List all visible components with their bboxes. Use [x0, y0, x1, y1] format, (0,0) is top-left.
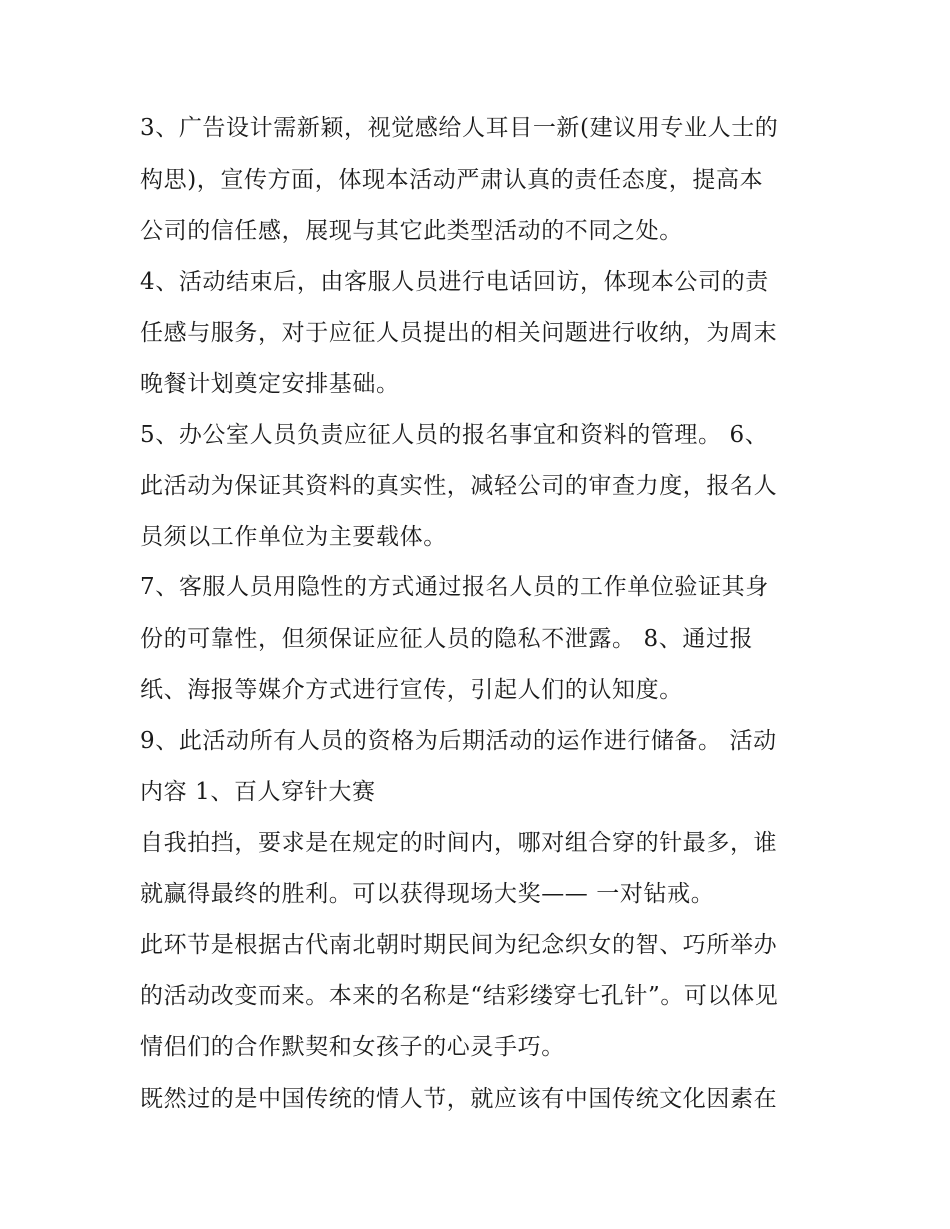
text-line: 5、办公室人员负责应征人员的报名事宜和资料的管理。 6、 [140, 422, 769, 448]
text-line: 份的可靠性，但须保证应征人员的隐私不泄露。 8、通过报 [140, 626, 754, 652]
text-line: 情侣们的合作默契和女孩子的心灵手巧。 [140, 1034, 565, 1060]
text-line: 7、客服人员用隐性的方式通过报名人员的工作单位验证其身 [140, 574, 769, 600]
text-line: 就赢得最终的胜利。可以获得现场大奖—— 一对钻戒。 [140, 881, 715, 907]
text-line: 内容 1、百人穿针大赛 [140, 779, 376, 805]
text-line: 任感与服务，对于应征人员提出的相关问题进行收纳，为周末 [140, 320, 778, 346]
text-line: 构思)，宣传方面，体现本活动严肃认真的责任态度，提高本 [140, 167, 764, 193]
text-line: 自我拍挡，要求是在规定的时间内，哪对组合穿的针最多，谁 [140, 830, 778, 856]
text-line: 公司的信任感，展现与其它此类型活动的不同之处。 [140, 218, 683, 244]
text-line: 4、活动结束后，由客服人员进行电话回访，体现本公司的责 [140, 269, 769, 295]
text-line: 纸、海报等媒介方式进行宣传，引起人们的认知度。 [140, 677, 683, 703]
text-line: 3、广告设计需新颖，视觉感给人耳目一新(建议用专业人士的 [140, 115, 779, 141]
text-line: 此环节是根据古代南北朝时期民间为纪念织女的智、巧所举办 [140, 932, 778, 958]
text-line: 的活动改变而来。本来的名称是“结彩缕穿七孔针”。可以体见 [140, 983, 779, 1009]
text-line: 既然过的是中国传统的情人节，就应该有中国传统文化因素在 [140, 1086, 778, 1112]
text-line: 此活动为保证其资料的真实性，减轻公司的审查力度，报名人 [140, 473, 778, 499]
text-line: 员须以工作单位为主要载体。 [140, 524, 447, 550]
text-line: 9、此活动所有人员的资格为后期活动的运作进行储备。 活动 [140, 728, 777, 754]
text-line: 晚餐计划奠定安排基础。 [140, 371, 400, 397]
